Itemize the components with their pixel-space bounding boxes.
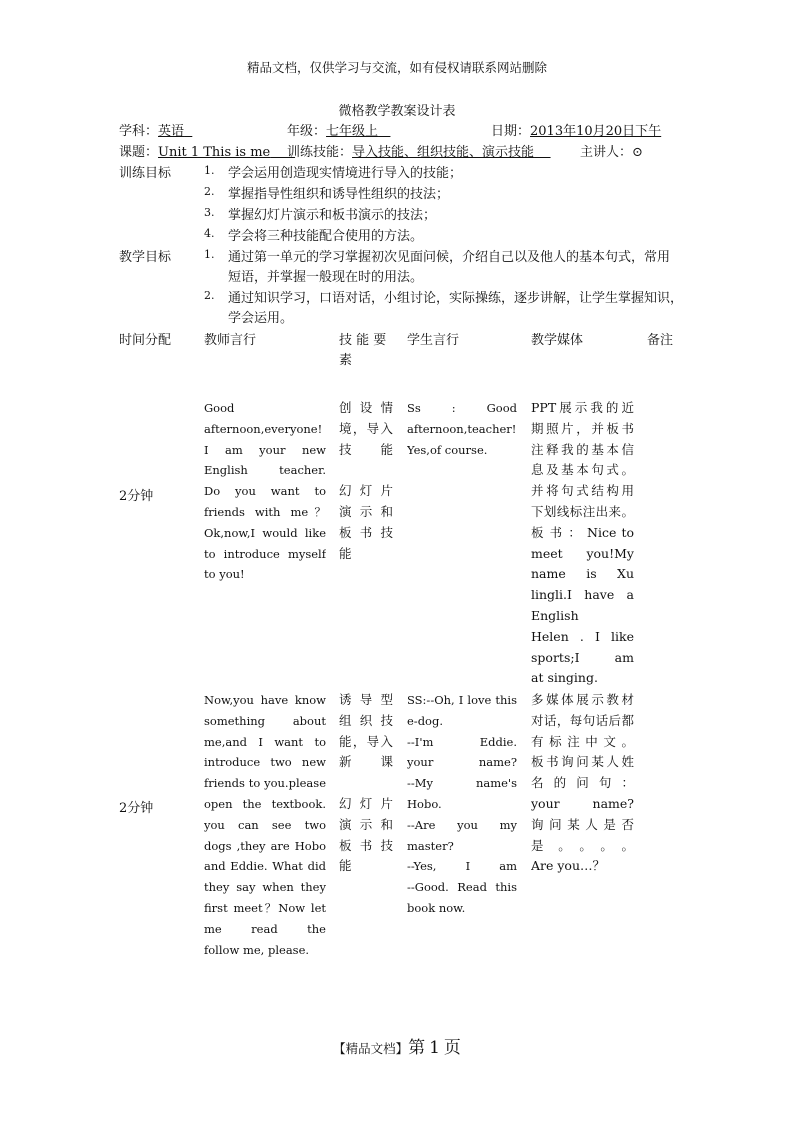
training-goal-num: 1. xyxy=(204,164,215,177)
speaker-label: 主讲人： xyxy=(580,145,633,160)
cell-line: book now. xyxy=(407,900,466,915)
skills-value: 导入技能、组织技能、演示技能 xyxy=(352,145,535,160)
teaching-goal-line: 通过知识学习，口语对话，小组讨论，实际操练，逐步讲解，让学生掌握知识， xyxy=(228,291,684,306)
row-student-cell xyxy=(407,690,517,919)
cell-line: English teacher. xyxy=(204,463,326,478)
cell-line: to introduce myself xyxy=(204,546,326,561)
cell-line: dogs ,they are Hobo xyxy=(204,838,326,853)
row-media-cell xyxy=(531,398,634,689)
header-time: 时间分配 xyxy=(119,333,172,348)
cell-line: introduce two new xyxy=(204,755,326,770)
cell-line: Now,you have know xyxy=(204,693,326,707)
header-media: 教学媒体 xyxy=(531,333,584,348)
teaching-goal-num: 2. xyxy=(204,289,215,302)
cell-line: 诱 导 型 xyxy=(339,692,393,707)
cell-line: PPT展示我的近 xyxy=(531,400,634,415)
cell-line: 板书询问某人姓 xyxy=(531,754,634,770)
cell-line: 演 示 和 xyxy=(339,816,393,832)
cell-line: 新课 xyxy=(339,754,393,770)
cell-line: afternoon,everyone! xyxy=(204,421,323,436)
cell-line: 板 书 ： Nice to xyxy=(531,524,634,540)
cell-line: friends to you.please xyxy=(204,776,326,791)
skills-field xyxy=(287,141,551,160)
cell-line: 板 书 技 xyxy=(339,837,393,853)
cell-line: 能 xyxy=(339,545,352,561)
cell-line: Hobo. xyxy=(407,796,442,811)
header-note: 精品文档，仅供学习与交流，如有侵权请联系网站删除 xyxy=(246,60,547,75)
cell-line xyxy=(339,460,393,481)
teaching-goal-num: 1. xyxy=(204,248,215,261)
page-footer xyxy=(0,1033,794,1058)
cell-line: first meet？Now let xyxy=(204,900,326,915)
cell-line: and Eddie. What did xyxy=(204,859,326,874)
cell-line: follow me, please. xyxy=(204,942,310,957)
cell-line: 是。。。。 xyxy=(531,837,634,853)
cell-line: Helen . I like xyxy=(531,628,634,644)
cell-line: --Good. Read this xyxy=(407,880,517,895)
cell-line: 并将句式结构用 xyxy=(531,483,634,499)
date-value: 2013年10月20日下午 xyxy=(530,124,662,139)
training-goal-num: 4. xyxy=(204,227,215,240)
cell-line: English xyxy=(531,607,579,623)
cell-line: 下划线标注出来。 xyxy=(531,503,634,519)
date-label: 日期： xyxy=(491,124,531,139)
cell-line: 询 问 某 人 是 否 xyxy=(531,816,634,832)
cell-line: 能，导入 xyxy=(339,733,393,749)
footer-page-prefix: 第 xyxy=(408,1038,426,1058)
cell-line: meet you!My xyxy=(531,545,634,561)
training-goal-item: 掌握幻灯片演示和板书演示的技法； xyxy=(228,208,437,223)
subject-label: 学科： xyxy=(119,124,159,139)
footer-label: 【精品文档】 xyxy=(333,1041,409,1056)
cell-line: your name? xyxy=(531,795,634,811)
cell-line: you can see two xyxy=(204,817,326,832)
header-skill-cont: 素 xyxy=(339,353,353,368)
row-time: 2分钟 xyxy=(119,489,154,504)
cell-line: 幻 灯 片 xyxy=(339,483,393,499)
header-note: 备注 xyxy=(647,333,674,348)
cell-line: 期照片，并板书 xyxy=(531,420,634,436)
cell-line: 组 织 技 xyxy=(339,712,393,728)
topic-value: Unit 1 This is me xyxy=(158,145,271,160)
cell-line: 对话，每句话后都 xyxy=(531,712,634,728)
cell-line: lingli.I have a xyxy=(531,587,634,603)
teaching-goal-line: 通过第一单元的学习掌握初次见面问候，介绍自己以及他人的基本句式，常用 xyxy=(228,250,671,265)
skills-label: 训练技能： xyxy=(287,145,353,160)
row-student-cell xyxy=(407,398,517,460)
cell-line: open the textbook. xyxy=(204,796,326,811)
cell-line: 能 xyxy=(339,858,352,874)
row-skill-cell xyxy=(339,690,393,877)
cell-line: me,and I want to xyxy=(204,734,326,749)
cell-line: e-dog. xyxy=(407,713,443,728)
cell-line: 息及基本句式。 xyxy=(531,462,634,478)
cell-line: at singing. xyxy=(531,670,598,686)
row-skill-cell xyxy=(339,398,393,564)
subject-field xyxy=(119,120,192,139)
cell-line: friends with me？ xyxy=(204,504,326,519)
header-skill: 技 能 要 xyxy=(339,333,387,348)
cell-line: I am your new xyxy=(204,442,326,457)
speaker-value: ⊙ xyxy=(632,145,643,160)
cell-line: 注释我的基本信 xyxy=(531,441,634,457)
cell-line xyxy=(339,773,393,794)
cell-line: 技能 xyxy=(339,441,393,457)
training-goal-item: 学会将三种技能配合使用的方法。 xyxy=(228,229,424,244)
cell-line: Ss : Good xyxy=(407,401,517,415)
header-student: 学生言行 xyxy=(407,333,460,348)
training-goal-num: 2. xyxy=(204,185,215,198)
footer-page-number: 1 xyxy=(429,1038,440,1058)
cell-line: 多媒体展示教材 xyxy=(531,692,634,707)
cell-line: 幻 灯 片 xyxy=(339,795,393,811)
cell-line: afternoon,teacher! xyxy=(407,421,517,436)
cell-line: --My name's xyxy=(407,776,517,791)
cell-line: Are you…？ xyxy=(531,858,606,874)
cell-line: me read the xyxy=(204,921,326,936)
cell-line: 演 示 和 xyxy=(339,503,393,519)
row-media-cell xyxy=(531,690,634,877)
cell-line: --Yes, I am xyxy=(407,859,517,874)
cell-line: to you! xyxy=(204,567,245,582)
cell-line: --I'm Eddie. xyxy=(407,734,517,749)
cell-line: Do you want to xyxy=(204,484,326,499)
cell-line: 板 书 技 xyxy=(339,524,393,540)
document-title: 微格教学教案设计表 xyxy=(338,104,456,119)
training-goals-label: 训练目标 xyxy=(119,166,172,181)
date-field xyxy=(491,120,661,139)
cell-line: 名的问句： xyxy=(531,775,634,791)
grade-field xyxy=(287,120,390,139)
teaching-goal-line: 学会运用。 xyxy=(228,311,294,326)
row-time: 2分钟 xyxy=(119,801,154,816)
teaching-goal-line: 短语，并掌握一般现在时的用法。 xyxy=(228,270,424,285)
training-goal-item: 学会运用创造现实情境进行导入的技能； xyxy=(228,166,463,181)
cell-line: they say when they xyxy=(204,880,326,895)
training-goal-num: 3. xyxy=(204,206,215,219)
cell-line: something about xyxy=(204,713,326,728)
subject-value: 英语 xyxy=(158,124,185,139)
cell-line: name is Xu xyxy=(531,566,634,582)
teaching-goals-label: 教学目标 xyxy=(119,250,172,265)
topic-field xyxy=(119,141,295,160)
row-teacher-cell xyxy=(204,398,326,585)
training-goal-item: 掌握指导性组织和诱导性组织的技法； xyxy=(228,187,450,202)
speaker-field xyxy=(580,141,643,160)
cell-line: 创 设 情 xyxy=(339,400,393,415)
cell-line: master? xyxy=(407,838,454,853)
topic-label: 课题： xyxy=(119,145,159,160)
cell-line: Yes,of course. xyxy=(407,442,488,457)
cell-line: sports;I am xyxy=(531,649,634,665)
cell-line: Ok,now,I would like xyxy=(204,525,326,540)
cell-line: 境，导入 xyxy=(339,420,393,436)
grade-value: 七年级上 xyxy=(326,124,379,139)
footer-page-suffix: 页 xyxy=(443,1038,461,1058)
cell-line: your name? xyxy=(407,755,517,770)
cell-line: SS:--Oh, I love this xyxy=(407,693,517,707)
cell-line: Good xyxy=(204,401,235,415)
header-teacher: 教师言行 xyxy=(204,333,257,348)
cell-line: 有标注中文。 xyxy=(531,733,634,749)
cell-line: --Are you my xyxy=(407,817,517,832)
grade-label: 年级： xyxy=(287,124,327,139)
row-teacher-cell xyxy=(204,690,326,960)
